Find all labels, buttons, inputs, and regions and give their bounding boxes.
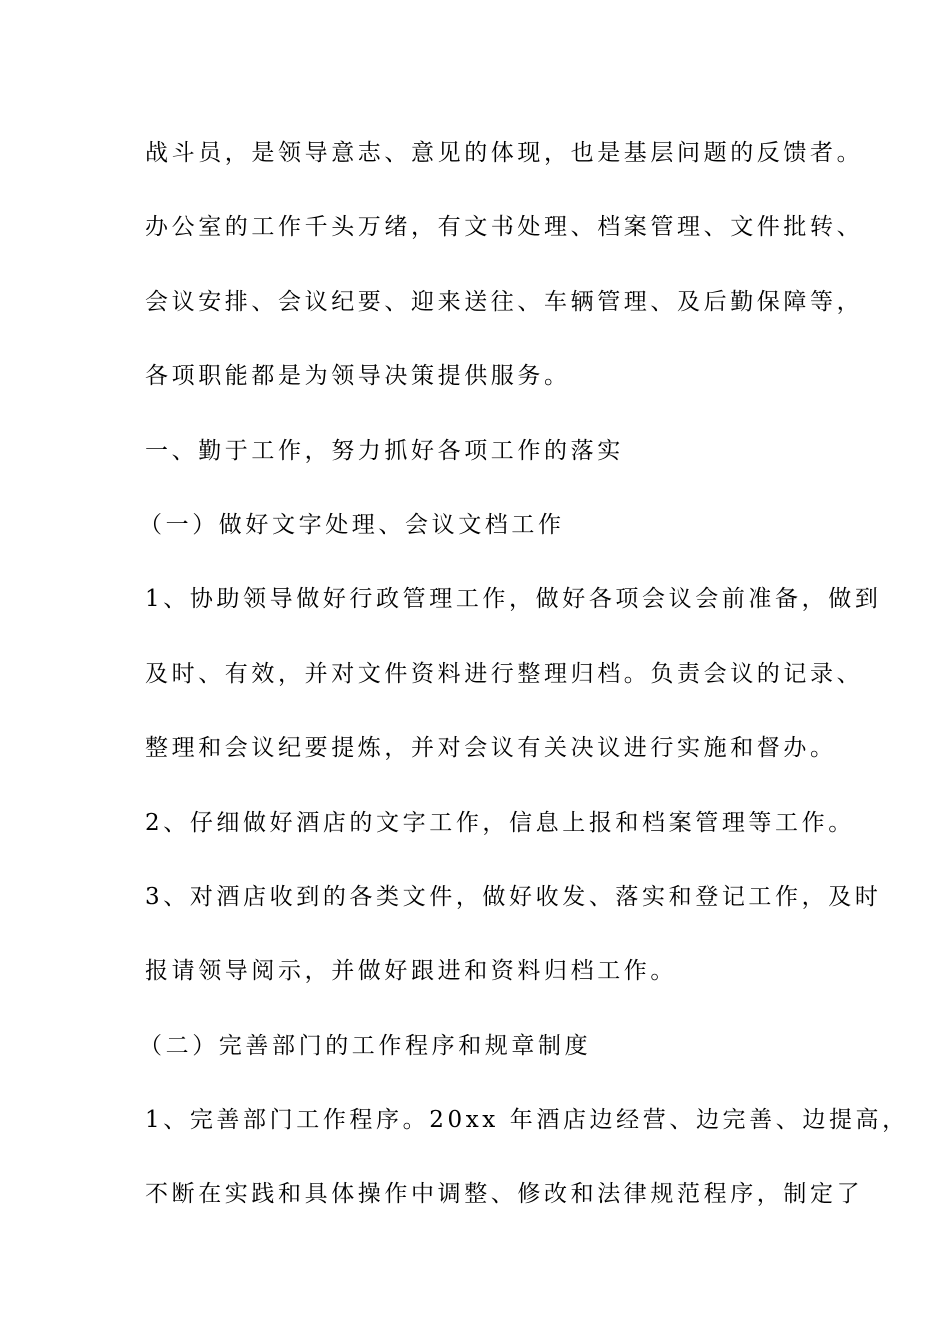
paragraph-line: 3、对酒店收到的各类文件，做好收发、落实和登记工作，及时 bbox=[145, 883, 882, 910]
paragraph-line: 1、完善部门工作程序。20xx 年酒店边经营、边完善、边提高， bbox=[145, 1107, 909, 1134]
paragraph-line: 办公室的工作千头万绪，有文书处理、档案管理、文件批转、 bbox=[145, 214, 864, 241]
paragraph-line: 报请领导阅示，并做好跟进和资料归档工作。 bbox=[145, 958, 677, 985]
paragraph-line: 整理和会议纪要提炼，并对会议有关决议进行实施和督办。 bbox=[145, 735, 837, 762]
paragraph-line: 会议安排、会议纪要、迎来送往、车辆管理、及后勤保障等， bbox=[145, 288, 864, 315]
document-body bbox=[139, 131, 909, 1247]
paragraph-line: 1、协助领导做好行政管理工作，做好各项会议会前准备，做到 bbox=[145, 586, 882, 613]
paragraph-line: 不断在实践和具体操作中调整、修改和法律规范程序，制定了 bbox=[145, 1181, 864, 1208]
paragraph-line: 及时、有效，并对文件资料进行整理归档。负责会议的记录、 bbox=[145, 660, 864, 687]
paragraph-line: 战斗员，是领导意志、意见的体现，也是基层问题的反馈者。 bbox=[145, 140, 864, 166]
subsection-heading: （二）完善部门的工作程序和规章制度 bbox=[139, 1032, 592, 1059]
section-heading: 一、勤于工作，努力抓好各项工作的落实 bbox=[145, 437, 624, 464]
subsection-heading: （一）做好文字处理、会议文档工作 bbox=[139, 511, 565, 538]
paragraph-line: 2、仔细做好酒店的文字工作，信息上报和档案管理等工作。 bbox=[145, 809, 855, 836]
paragraph-line: 各项职能都是为领导决策提供服务。 bbox=[145, 363, 571, 390]
